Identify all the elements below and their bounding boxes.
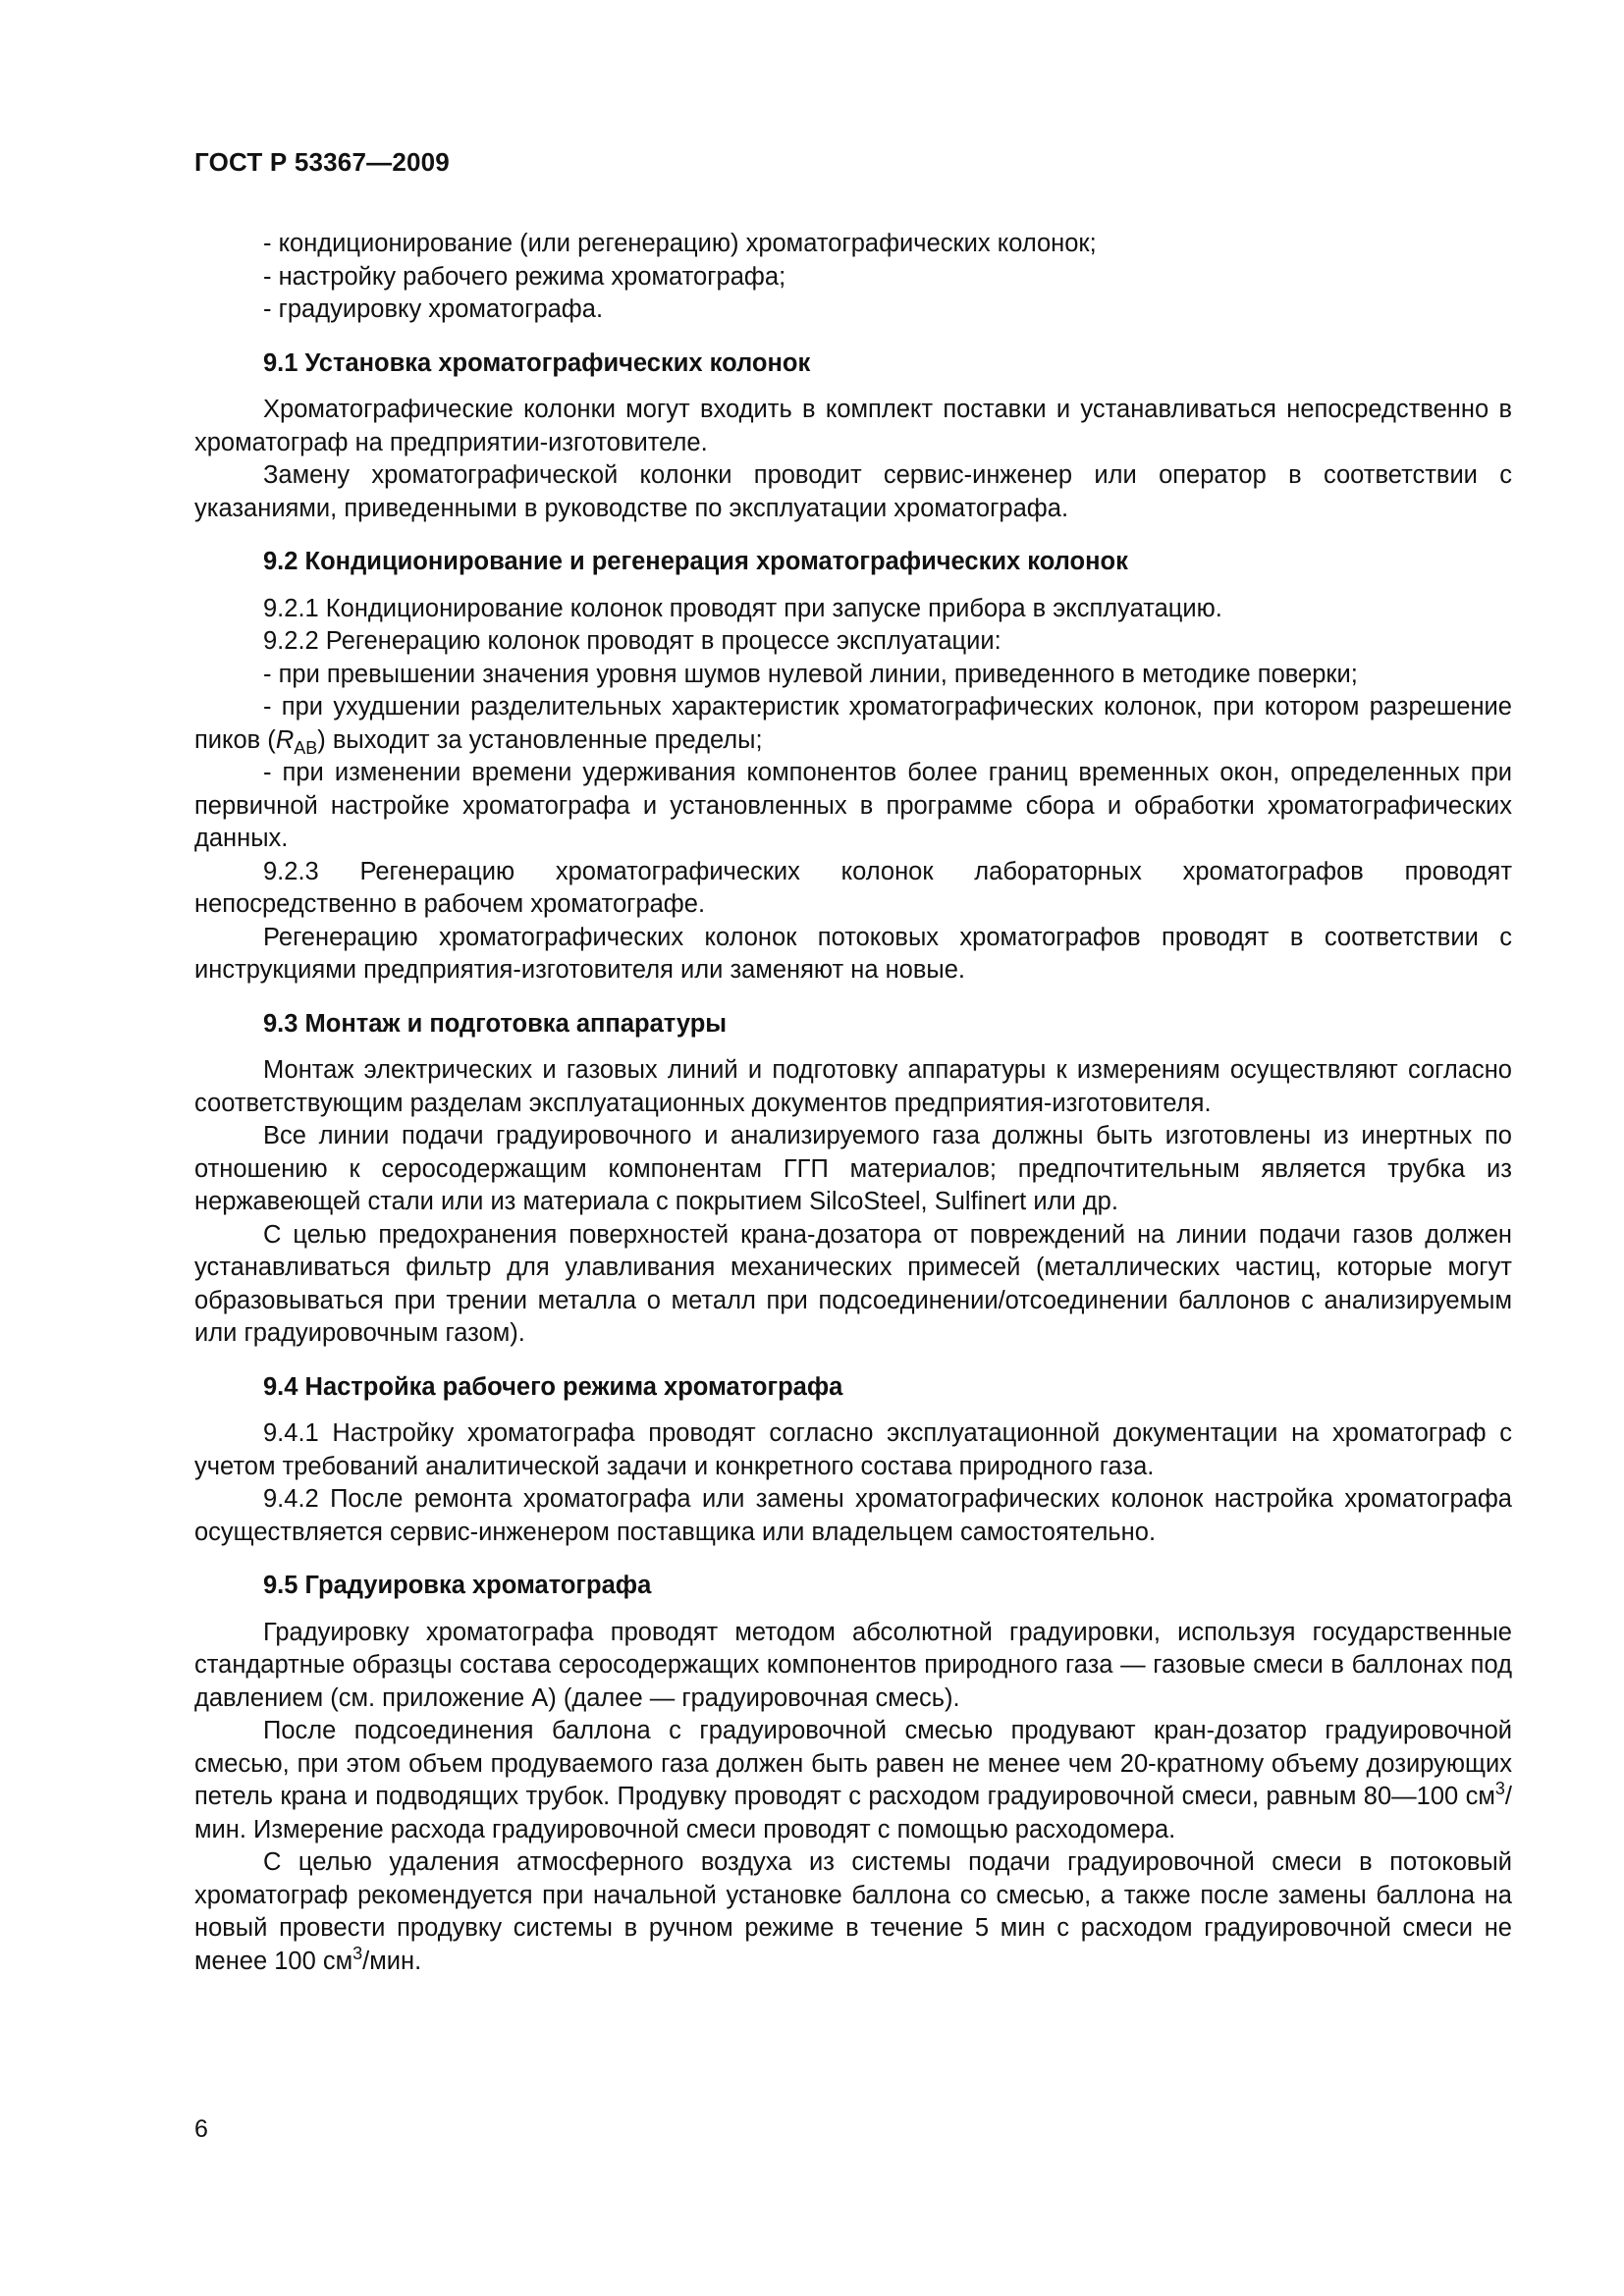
section-9-4-heading: 9.4 Настройка рабочего режима хроматографа [263,1372,843,1401]
section-9-3-heading: 9.3 Монтаж и подготовка аппаратуры [263,1009,728,1038]
document-body [194,228,1512,1978]
section-9-5-heading: 9.5 Градуировка хроматографа [263,1572,652,1599]
paragraph: 9.2.3 Регенерацию хроматографических колонок лабораторных хроматографов проводят непосредственно в рабочем хроматографе. [194,857,1512,918]
unit-superscript: 3 [352,1943,363,1963]
text-run: С целью удаления атмосферного воздуха из системы подачи градуировочной смеси в потоковый хроматограф рекомендуется при начальной установке баллона со смесью, а также после замены баллона на новый провести продувку системы в ручном режиме в течение 5 мин с расходом градуировочной смеси не менее 100 см [194,1848,1512,1975]
paragraph: - при превышении значения уровня шумов нулевой линии, приведенного в методике поверки; [263,660,1358,688]
paragraph: Хроматографические колонки могут входить в комплект поставки и устанавливаться непосредственно в хроматограф на предприятии-изготовителе. [194,396,1512,456]
section-9-2-heading: 9.2 Кондиционирование и регенерация хроматографических колонок [263,548,1128,575]
document-code-header: ГОСТ Р 53367—2009 [194,147,450,177]
text-run: /мин. [362,1947,422,1975]
paragraph: 9.2.1 Кондиционирование колонок проводят при запуске прибора в эксплуатацию. [263,594,1222,622]
paragraph: 9.2.2 Регенерацию колонок проводят в процессе эксплуатации: [263,627,1001,655]
paragraph [194,1715,1512,1846]
resolution-subscript: AB [294,737,318,758]
intro-list-item: - настройку рабочего режима хроматографа; [263,262,786,291]
intro-list-item: - кондиционирование (или регенерацию) хроматографических колонок; [263,230,1097,257]
paragraph: Градуировку хроматографа проводят методом абсолютной градуировки, используя государственные стандартные образцы состава серосодержащих компонентов природного газа — газовые смеси в баллонах под давлением (см. приложение А) (далее — градуировочная смесь). [194,1618,1512,1712]
resolution-symbol: R [275,725,295,754]
paragraph: 9.4.2 После ремонта хроматографа или замены хроматографических колонок настройка хроматографа осуществляется сервис-инженером поставщика или владельцем самостоятельно. [194,1485,1512,1546]
paragraph: - при изменении времени удерживания компонентов более границ временных окон, определенных при первичной настройке хроматографа и установленных в программе сбора и обработки хроматографических данных. [194,759,1512,852]
paragraph: Регенерацию хроматографических колонок потоковых хроматографов проводят в соответствии с инструкциями предприятия-изготовителя или заменяют на новые. [194,923,1512,984]
paragraph: Все линии подачи градуировочного и анализируемого газа должны быть изготовлены из инертных по отношению к серосодержащим компонентам ГГП материалов; предпочтительным является трубка из нержавеющей стали или из материала с покрытием SilcoSteel, Sulfinert или др. [194,1122,1512,1215]
text-run: После подсоединения баллона с градуировочной смесью продувают кран-дозатор градуировочной смесью, при этом объем продуваемого газа должен быть равен не менее чем 20-кратному объему дозирующих петель крана и подводящих трубок. Продувку проводят с расходом градуировочной смеси, равным 80—100 см [194,1717,1512,1810]
unit-superscript: 3 [1494,1779,1505,1798]
paragraph: Монтаж электрических и газовых линий и подготовку аппаратуры к измерениям осуществляют согласно соответствующим разделам эксплуатационных документов предприятия-изготовителя. [194,1056,1512,1117]
paragraph [194,1846,1512,1978]
paragraph: С целью предохранения поверхностей крана-дозатора от повреждений на линии подачи газов должен устанавливаться фильтр для улавливания механических примесей (металлических частиц, которые могут образовываться при трении металла о металл при подсоединении/отсоединении баллонов с анализируемым или градуировочным газом). [194,1220,1512,1347]
paragraph: Замену хроматографической колонки проводит сервис-инженер или оператор в соответствии с указаниями, приведенными в руководстве по эксплуатации хроматографа. [194,461,1512,522]
text-run: ) выходит за установленные пределы; [317,725,763,754]
paragraph [194,691,1512,757]
paragraph: 9.4.1 Настройку хроматографа проводят согласно эксплуатационной документации на хроматограф с учетом требований аналитической задачи и конкретного состава природного газа. [194,1419,1512,1480]
text-run: - при ухудшении разделительных характеристик хроматографических колонок, при котором разрешение пиков ( [194,693,1512,754]
page-number: 6 [194,2115,208,2143]
section-9-1-heading: 9.1 Установка хроматографических колонок [263,348,811,377]
text-run: /мин. Измерение расхода градуировочной смеси проводят с помощью расходомера. [194,1783,1512,1843]
intro-list-item: - градуировку хроматографа. [263,295,604,323]
